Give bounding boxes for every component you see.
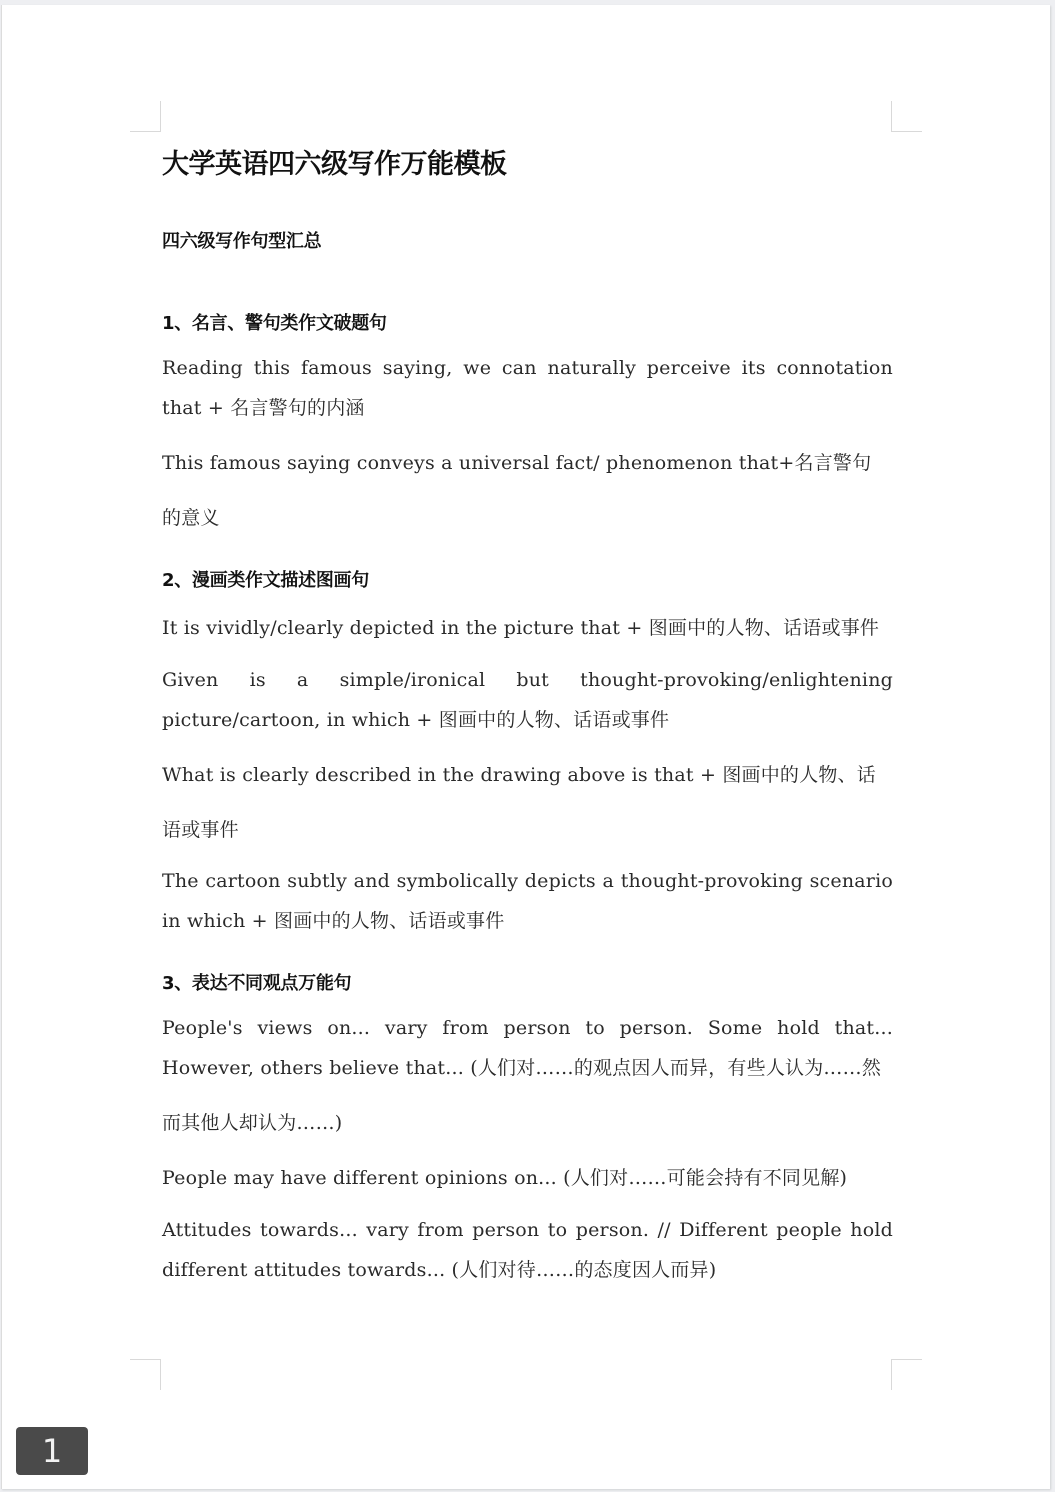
paragraph: 而其他人却认为……) xyxy=(162,1112,343,1134)
paragraph: This famous saying conveys a universal fact/ phenomenon that+名言警句 xyxy=(162,452,872,474)
paragraph: 的意义 xyxy=(162,507,220,529)
section-heading-1: 1、名言、警句类作文破题句 xyxy=(162,313,387,334)
crop-mark-top-right xyxy=(891,101,922,132)
paragraph: Attitudes towards... vary from person to person. // Different people hold different attitudes towards... (人们对待……的态度因人而异) xyxy=(162,1219,893,1281)
page-number-badge: 1 xyxy=(16,1427,88,1475)
paragraph: People may have different opinions on... (人们对……可能会持有不同见解) xyxy=(162,1167,848,1189)
document-page xyxy=(1,5,1050,1489)
paragraph: Given is a simple/ironical but thought-provoking/enlightening picture/cartoon, in which + 图画中的人物、话语或事件 xyxy=(162,669,893,731)
crop-mark-top-left xyxy=(130,101,161,132)
section-heading-3: 3、表达不同观点万能句 xyxy=(162,973,352,994)
paragraph: 语或事件 xyxy=(162,819,239,841)
paragraph: People's views on... vary from person to person. Some hold that... However, others believe that... (人们对……的观点因人而异，有些人认为……然 xyxy=(162,1017,893,1079)
crop-mark-bottom-left xyxy=(130,1359,161,1390)
paragraph: Reading this famous saying, we can naturally perceive its connotation that + 名言警句的内涵 xyxy=(162,357,893,419)
paragraph: The cartoon subtly and symbolically depicts a thought-provoking scenario in which + 图画中的人物、话语或事件 xyxy=(162,870,893,932)
paragraph: What is clearly described in the drawing above is that + 图画中的人物、话 xyxy=(162,764,876,786)
document-subtitle: 四六级写作句型汇总 xyxy=(162,231,322,252)
crop-mark-bottom-right xyxy=(891,1359,922,1390)
document-title: 大学英语四六级写作万能模板 xyxy=(162,149,507,180)
section-heading-2: 2、漫画类作文描述图画句 xyxy=(162,570,369,591)
paragraph: It is vividly/clearly depicted in the picture that + 图画中的人物、话语或事件 xyxy=(162,617,880,639)
